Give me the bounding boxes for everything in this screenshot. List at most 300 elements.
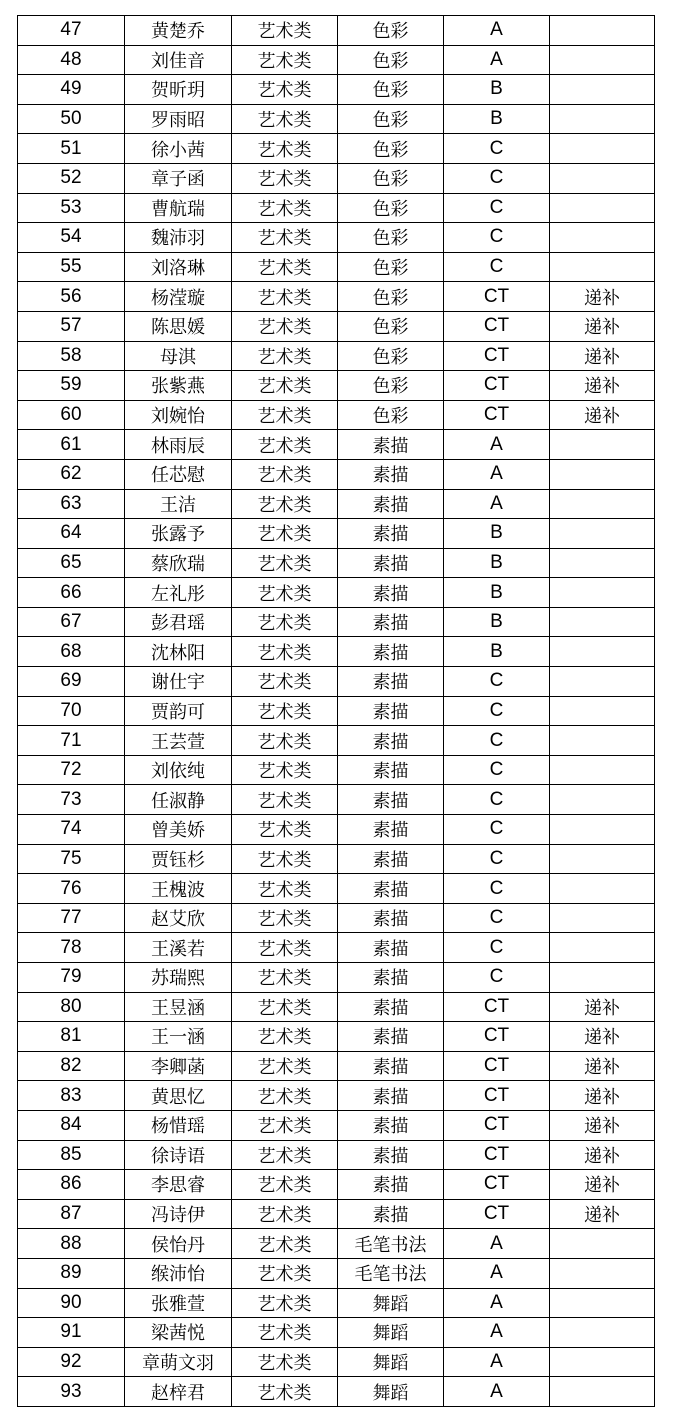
category-cell: 艺术类 [232, 371, 338, 401]
category-cell: 艺术类 [232, 1081, 338, 1111]
student-name-cell: 曹航瑞 [125, 193, 232, 223]
student-name-cell: 王槐波 [125, 874, 232, 904]
grade-cell: A [444, 1258, 550, 1288]
table-row [18, 696, 655, 726]
student-name-cell: 刘佳音 [125, 45, 232, 75]
grade-cell: A [444, 459, 550, 489]
row-number-cell: 50 [18, 104, 125, 134]
table-row [18, 726, 655, 756]
category-cell: 艺术类 [232, 874, 338, 904]
category-cell: 艺术类 [232, 755, 338, 785]
grade-cell: A [444, 1347, 550, 1377]
subject-cell: 色彩 [338, 311, 444, 341]
student-name-cell: 缑沛怡 [125, 1258, 232, 1288]
table-row [18, 282, 655, 312]
table-row [18, 607, 655, 637]
row-number-cell: 53 [18, 193, 125, 223]
note-cell [550, 459, 655, 489]
subject-cell: 毛笔书法 [338, 1229, 444, 1259]
category-cell: 艺术类 [232, 726, 338, 756]
category-cell: 艺术类 [232, 193, 338, 223]
table-row [18, 1110, 655, 1140]
grade-cell: CT [444, 1170, 550, 1200]
table-row [18, 1022, 655, 1052]
student-name-cell: 梁茜悦 [125, 1318, 232, 1348]
subject-cell: 舞蹈 [338, 1377, 444, 1407]
grade-cell: A [444, 430, 550, 460]
row-number-cell: 66 [18, 578, 125, 608]
grade-cell: C [444, 963, 550, 993]
note-cell [550, 1377, 655, 1407]
note-cell [550, 75, 655, 105]
grade-cell: CT [444, 282, 550, 312]
category-cell: 艺术类 [232, 252, 338, 282]
grade-cell: C [444, 874, 550, 904]
row-number-cell: 84 [18, 1110, 125, 1140]
grade-cell: CT [444, 1199, 550, 1229]
grade-cell: C [444, 785, 550, 815]
row-number-cell: 88 [18, 1229, 125, 1259]
student-name-cell: 贾韵可 [125, 696, 232, 726]
student-name-cell: 徐诗语 [125, 1140, 232, 1170]
table-row [18, 75, 655, 105]
category-cell: 艺术类 [232, 578, 338, 608]
table-row [18, 489, 655, 519]
table-row [18, 252, 655, 282]
note-cell [550, 933, 655, 963]
student-name-cell: 赵艾欣 [125, 903, 232, 933]
student-name-cell: 冯诗伊 [125, 1199, 232, 1229]
subject-cell: 素描 [338, 963, 444, 993]
subject-cell: 色彩 [338, 75, 444, 105]
subject-cell: 色彩 [338, 45, 444, 75]
student-name-cell: 王一涵 [125, 1022, 232, 1052]
row-number-cell: 67 [18, 607, 125, 637]
table-row [18, 1288, 655, 1318]
row-number-cell: 54 [18, 223, 125, 253]
grade-cell: A [444, 16, 550, 46]
category-cell: 艺术类 [232, 1140, 338, 1170]
grade-cell: CT [444, 1051, 550, 1081]
row-number-cell: 81 [18, 1022, 125, 1052]
grade-cell: C [444, 933, 550, 963]
grade-cell: B [444, 75, 550, 105]
table-row [18, 371, 655, 401]
grade-cell: CT [444, 1081, 550, 1111]
table-row [18, 874, 655, 904]
category-cell: 艺术类 [232, 134, 338, 164]
student-name-cell: 章子函 [125, 163, 232, 193]
table-row [18, 134, 655, 164]
category-cell: 艺术类 [232, 163, 338, 193]
row-number-cell: 69 [18, 667, 125, 697]
category-cell: 艺术类 [232, 667, 338, 697]
row-number-cell: 89 [18, 1258, 125, 1288]
table-row [18, 844, 655, 874]
category-cell: 艺术类 [232, 16, 338, 46]
row-number-cell: 59 [18, 371, 125, 401]
table-row [18, 548, 655, 578]
row-number-cell: 74 [18, 815, 125, 845]
grade-cell: CT [444, 992, 550, 1022]
note-cell: 递补 [550, 1022, 655, 1052]
subject-cell: 素描 [338, 1140, 444, 1170]
table-row [18, 1081, 655, 1111]
category-cell: 艺术类 [232, 548, 338, 578]
student-name-cell: 王昱涵 [125, 992, 232, 1022]
student-name-cell: 曾美娇 [125, 815, 232, 845]
subject-cell: 色彩 [338, 282, 444, 312]
subject-cell: 色彩 [338, 223, 444, 253]
table-row [18, 1377, 655, 1407]
grade-cell: CT [444, 311, 550, 341]
note-cell [550, 1318, 655, 1348]
row-number-cell: 60 [18, 400, 125, 430]
row-number-cell: 52 [18, 163, 125, 193]
grade-cell: C [444, 844, 550, 874]
row-number-cell: 75 [18, 844, 125, 874]
category-cell: 艺术类 [232, 785, 338, 815]
grade-cell: B [444, 607, 550, 637]
student-name-cell: 王芸萱 [125, 726, 232, 756]
student-name-cell: 魏沛羽 [125, 223, 232, 253]
subject-cell: 素描 [338, 1199, 444, 1229]
category-cell: 艺术类 [232, 400, 338, 430]
grade-cell: C [444, 193, 550, 223]
note-cell: 递补 [550, 1110, 655, 1140]
row-number-cell: 78 [18, 933, 125, 963]
category-cell: 艺术类 [232, 844, 338, 874]
table-row [18, 104, 655, 134]
subject-cell: 素描 [338, 489, 444, 519]
table-row [18, 400, 655, 430]
table-row [18, 459, 655, 489]
note-cell [550, 163, 655, 193]
grade-cell: A [444, 1377, 550, 1407]
note-cell: 递补 [550, 1199, 655, 1229]
category-cell: 艺术类 [232, 1229, 338, 1259]
row-number-cell: 58 [18, 341, 125, 371]
category-cell: 艺术类 [232, 75, 338, 105]
student-name-cell: 贾钰杉 [125, 844, 232, 874]
student-name-cell: 林雨辰 [125, 430, 232, 460]
subject-cell: 素描 [338, 578, 444, 608]
row-number-cell: 87 [18, 1199, 125, 1229]
student-name-cell: 张雅萱 [125, 1288, 232, 1318]
subject-cell: 舞蹈 [338, 1347, 444, 1377]
note-cell [550, 755, 655, 785]
subject-cell: 素描 [338, 1051, 444, 1081]
grade-cell: B [444, 104, 550, 134]
student-name-cell: 张紫燕 [125, 371, 232, 401]
category-cell: 艺术类 [232, 815, 338, 845]
student-name-cell: 母淇 [125, 341, 232, 371]
subject-cell: 素描 [338, 903, 444, 933]
category-cell: 艺术类 [232, 637, 338, 667]
table-row [18, 311, 655, 341]
table-row [18, 785, 655, 815]
row-number-cell: 47 [18, 16, 125, 46]
subject-cell: 素描 [338, 1081, 444, 1111]
table-row [18, 963, 655, 993]
subject-cell: 素描 [338, 933, 444, 963]
note-cell: 递补 [550, 1140, 655, 1170]
category-cell: 艺术类 [232, 430, 338, 460]
student-name-cell: 赵梓君 [125, 1377, 232, 1407]
category-cell: 艺术类 [232, 1258, 338, 1288]
note-cell [550, 489, 655, 519]
note-cell [550, 430, 655, 460]
student-name-cell: 任淑静 [125, 785, 232, 815]
note-cell [550, 1288, 655, 1318]
category-cell: 艺术类 [232, 519, 338, 549]
student-name-cell: 徐小茜 [125, 134, 232, 164]
note-cell [550, 548, 655, 578]
note-cell [550, 667, 655, 697]
student-name-cell: 贺昕玥 [125, 75, 232, 105]
grade-cell: A [444, 1229, 550, 1259]
note-cell [550, 815, 655, 845]
note-cell: 递补 [550, 992, 655, 1022]
table-row [18, 193, 655, 223]
grade-cell: C [444, 134, 550, 164]
subject-cell: 色彩 [338, 193, 444, 223]
row-number-cell: 80 [18, 992, 125, 1022]
subject-cell: 色彩 [338, 163, 444, 193]
subject-cell: 色彩 [338, 341, 444, 371]
subject-cell: 色彩 [338, 134, 444, 164]
subject-cell: 素描 [338, 519, 444, 549]
row-number-cell: 68 [18, 637, 125, 667]
subject-cell: 色彩 [338, 16, 444, 46]
table-row [18, 815, 655, 845]
note-cell [550, 1229, 655, 1259]
table-row [18, 45, 655, 75]
note-cell [550, 16, 655, 46]
note-cell [550, 1347, 655, 1377]
grade-cell: C [444, 252, 550, 282]
table-row [18, 223, 655, 253]
grade-cell: A [444, 45, 550, 75]
note-cell [550, 726, 655, 756]
table-row [18, 1258, 655, 1288]
row-number-cell: 57 [18, 311, 125, 341]
note-cell: 递补 [550, 371, 655, 401]
table-row [18, 1347, 655, 1377]
student-name-cell: 谢仕宇 [125, 667, 232, 697]
category-cell: 艺术类 [232, 1377, 338, 1407]
grade-cell: C [444, 726, 550, 756]
table-row [18, 519, 655, 549]
note-cell [550, 134, 655, 164]
student-name-cell: 黄楚乔 [125, 16, 232, 46]
category-cell: 艺术类 [232, 1170, 338, 1200]
category-cell: 艺术类 [232, 607, 338, 637]
row-number-cell: 56 [18, 282, 125, 312]
student-name-cell: 沈林阳 [125, 637, 232, 667]
row-number-cell: 71 [18, 726, 125, 756]
grade-cell: CT [444, 371, 550, 401]
subject-cell: 素描 [338, 755, 444, 785]
table-row [18, 163, 655, 193]
subject-cell: 素描 [338, 607, 444, 637]
row-number-cell: 62 [18, 459, 125, 489]
note-cell [550, 696, 655, 726]
student-name-cell: 刘依纯 [125, 755, 232, 785]
row-number-cell: 65 [18, 548, 125, 578]
category-cell: 艺术类 [232, 282, 338, 312]
subject-cell: 素描 [338, 667, 444, 697]
note-cell [550, 903, 655, 933]
student-name-cell: 杨惜瑶 [125, 1110, 232, 1140]
grade-cell: C [444, 223, 550, 253]
student-name-cell: 彭君瑶 [125, 607, 232, 637]
subject-cell: 色彩 [338, 104, 444, 134]
grade-cell: CT [444, 1110, 550, 1140]
category-cell: 艺术类 [232, 341, 338, 371]
row-number-cell: 48 [18, 45, 125, 75]
category-cell: 艺术类 [232, 311, 338, 341]
table-row [18, 578, 655, 608]
category-cell: 艺术类 [232, 1022, 338, 1052]
subject-cell: 素描 [338, 726, 444, 756]
table-row [18, 992, 655, 1022]
grade-cell: CT [444, 341, 550, 371]
row-number-cell: 85 [18, 1140, 125, 1170]
note-cell: 递补 [550, 1081, 655, 1111]
note-cell [550, 45, 655, 75]
subject-cell: 素描 [338, 459, 444, 489]
table-row [18, 903, 655, 933]
row-number-cell: 64 [18, 519, 125, 549]
note-cell [550, 963, 655, 993]
student-name-cell: 王溪若 [125, 933, 232, 963]
subject-cell: 色彩 [338, 400, 444, 430]
category-cell: 艺术类 [232, 1051, 338, 1081]
row-number-cell: 70 [18, 696, 125, 726]
table-row [18, 667, 655, 697]
student-name-cell: 王洁 [125, 489, 232, 519]
grade-cell: A [444, 1288, 550, 1318]
row-number-cell: 79 [18, 963, 125, 993]
note-cell: 递补 [550, 341, 655, 371]
subject-cell: 素描 [338, 1110, 444, 1140]
grade-cell: CT [444, 1022, 550, 1052]
category-cell: 艺术类 [232, 1199, 338, 1229]
row-number-cell: 61 [18, 430, 125, 460]
grade-cell: B [444, 578, 550, 608]
category-cell: 艺术类 [232, 1347, 338, 1377]
row-number-cell: 93 [18, 1377, 125, 1407]
student-name-cell: 侯怡丹 [125, 1229, 232, 1259]
table-row [18, 341, 655, 371]
subject-cell: 素描 [338, 992, 444, 1022]
row-number-cell: 51 [18, 134, 125, 164]
table-row [18, 1140, 655, 1170]
note-cell [550, 223, 655, 253]
subject-cell: 素描 [338, 637, 444, 667]
note-cell [550, 1258, 655, 1288]
subject-cell: 素描 [338, 430, 444, 460]
student-name-cell: 黄思忆 [125, 1081, 232, 1111]
category-cell: 艺术类 [232, 459, 338, 489]
row-number-cell: 86 [18, 1170, 125, 1200]
table-row [18, 1318, 655, 1348]
roster-body [18, 16, 655, 1407]
grade-cell: C [444, 755, 550, 785]
student-name-cell: 张露予 [125, 519, 232, 549]
category-cell: 艺术类 [232, 1110, 338, 1140]
subject-cell: 毛笔书法 [338, 1258, 444, 1288]
subject-cell: 素描 [338, 548, 444, 578]
grade-cell: C [444, 163, 550, 193]
table-row [18, 1051, 655, 1081]
grade-cell: A [444, 489, 550, 519]
note-cell [550, 637, 655, 667]
student-name-cell: 陈思媛 [125, 311, 232, 341]
student-name-cell: 左礼彤 [125, 578, 232, 608]
student-name-cell: 苏瑞熙 [125, 963, 232, 993]
subject-cell: 素描 [338, 844, 444, 874]
row-number-cell: 82 [18, 1051, 125, 1081]
row-number-cell: 92 [18, 1347, 125, 1377]
row-number-cell: 90 [18, 1288, 125, 1318]
grade-cell: B [444, 548, 550, 578]
subject-cell: 素描 [338, 874, 444, 904]
student-name-cell: 罗雨昭 [125, 104, 232, 134]
note-cell [550, 874, 655, 904]
category-cell: 艺术类 [232, 696, 338, 726]
roster-table [17, 15, 655, 1407]
subject-cell: 素描 [338, 696, 444, 726]
category-cell: 艺术类 [232, 903, 338, 933]
note-cell [550, 104, 655, 134]
subject-cell: 素描 [338, 1170, 444, 1200]
note-cell [550, 607, 655, 637]
note-cell: 递补 [550, 311, 655, 341]
category-cell: 艺术类 [232, 933, 338, 963]
note-cell: 递补 [550, 1170, 655, 1200]
table-row [18, 430, 655, 460]
category-cell: 艺术类 [232, 1288, 338, 1318]
note-cell [550, 193, 655, 223]
note-cell [550, 844, 655, 874]
subject-cell: 素描 [338, 815, 444, 845]
note-cell [550, 519, 655, 549]
subject-cell: 素描 [338, 1022, 444, 1052]
grade-cell: B [444, 519, 550, 549]
table-row [18, 755, 655, 785]
category-cell: 艺术类 [232, 1318, 338, 1348]
grade-cell: C [444, 696, 550, 726]
student-name-cell: 刘洛琳 [125, 252, 232, 282]
category-cell: 艺术类 [232, 223, 338, 253]
grade-cell: CT [444, 400, 550, 430]
student-name-cell: 章萌文羽 [125, 1347, 232, 1377]
subject-cell: 色彩 [338, 252, 444, 282]
note-cell [550, 578, 655, 608]
subject-cell: 素描 [338, 785, 444, 815]
grade-cell: A [444, 1318, 550, 1348]
row-number-cell: 73 [18, 785, 125, 815]
subject-cell: 舞蹈 [338, 1288, 444, 1318]
note-cell [550, 252, 655, 282]
grade-cell: C [444, 903, 550, 933]
student-name-cell: 任芯慰 [125, 459, 232, 489]
note-cell: 递补 [550, 282, 655, 312]
row-number-cell: 63 [18, 489, 125, 519]
row-number-cell: 76 [18, 874, 125, 904]
